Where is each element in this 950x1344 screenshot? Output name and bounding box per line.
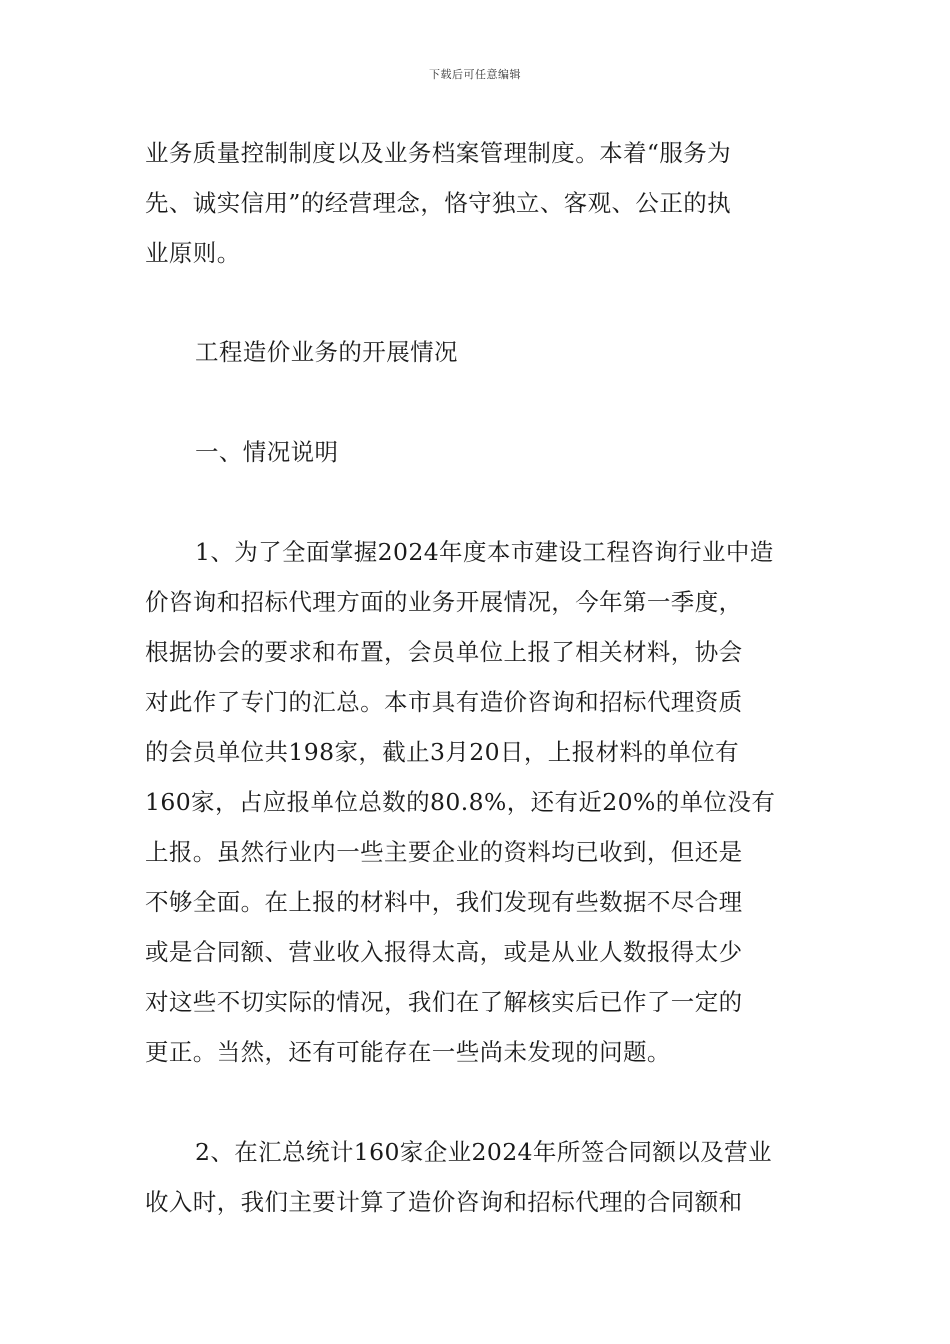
text-line: 根据协会的要求和布置，会员单位上报了相关材料，协会 — [145, 638, 743, 666]
text-line: 不够全面。在上报的材料中，我们发现有些数据不尽合理 — [145, 888, 743, 916]
text-line: 1、为了全面掌握2024年度本市建设工程咨询行业中造 — [195, 538, 774, 566]
text-line: 更正。当然，还有可能存在一些尚未发现的问题。 — [145, 1038, 671, 1066]
document-body — [145, 128, 807, 1227]
text-line: 对这些不切实际的情况，我们在了解核实后已作了一定的 — [145, 988, 743, 1016]
text-line: 业原则。 — [145, 239, 241, 267]
text-line: 160家，占应报单位总数的80.8%，还有近20%的单位没有 — [145, 788, 776, 816]
paragraph-1 — [145, 128, 807, 278]
section-heading: 工程造价业务的开展情况 — [195, 338, 458, 366]
text-line: 业务质量控制制度以及业务档案管理制度。本着“服务为 — [145, 139, 732, 167]
text-line: 上报。虽然行业内一些主要企业的资料均已收到，但还是 — [145, 838, 743, 866]
text-line: 价咨询和招标代理方面的业务开展情况，今年第一季度， — [145, 588, 743, 616]
text-line: 先、诚实信用”的经营理念，恪守独立、客观、公正的执 — [145, 189, 732, 217]
page-header: 下载后可任意编辑 — [429, 68, 521, 81]
text-line: 或是合同额、营业收入报得太高，或是从业人数报得太少 — [145, 938, 743, 966]
subsection-heading: 一、情况说明 — [195, 438, 339, 466]
paragraph-3 — [145, 1127, 807, 1227]
text-line: 2、在汇总统计160家企业2024年所签合同额以及营业 — [195, 1138, 772, 1166]
text-line: 收入时，我们主要计算了造价咨询和招标代理的合同额和 — [145, 1188, 743, 1216]
text-line: 的会员单位共198家，截止3月20日，上报材料的单位有 — [145, 738, 740, 766]
text-line: 对此作了专门的汇总。本市具有造价咨询和招标代理资质 — [145, 688, 743, 716]
paragraph-2 — [145, 527, 807, 1077]
